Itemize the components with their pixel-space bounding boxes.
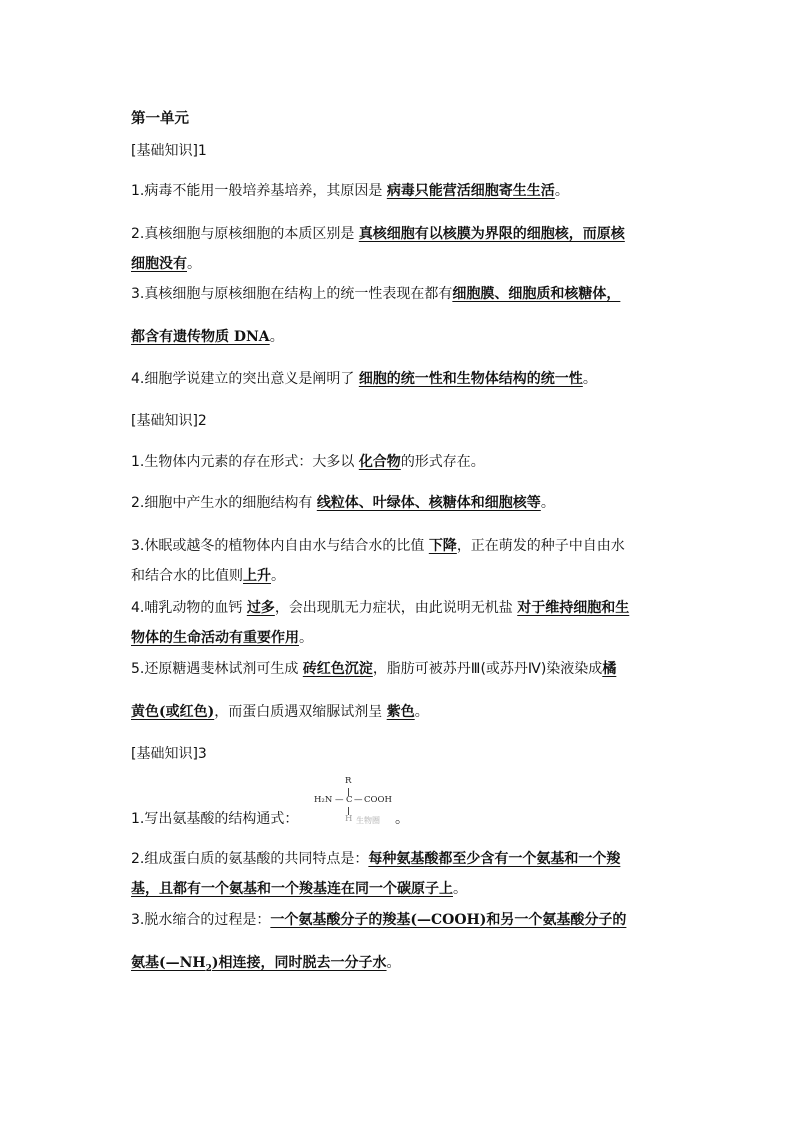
s2-question-3-line1 — [131, 537, 625, 555]
s1-question-1 — [131, 182, 569, 200]
s1-question-3-line1 — [131, 285, 620, 303]
answer-text: 橘 — [602, 661, 617, 677]
answer-text: 病毒只能营活细胞寄生生活 — [386, 183, 555, 199]
subscript: 2 — [205, 963, 212, 974]
question-text: 2.组成蛋白质的氨基酸的共同特点是： — [131, 851, 369, 867]
question-text: 。 — [299, 630, 313, 646]
formula-h2n: H₂N — [314, 795, 333, 805]
question-text: 和结合水的比值则 — [131, 568, 243, 584]
amino-acid-formula — [310, 776, 400, 832]
question-text: ，正在萌发的种子中自由水 — [456, 538, 625, 554]
question-text: ，而蛋白质遇双缩脲试剂呈 — [214, 704, 387, 720]
formula-h: H — [345, 814, 353, 824]
unit-title: 第一单元 — [131, 111, 189, 127]
section-header-2: [基础知识]2 — [131, 413, 207, 429]
answer-text-part: 氨基(—NH — [131, 955, 206, 971]
question-text: 1.写出氨基酸的结构通式： — [131, 811, 299, 827]
question-text: 5.还原糖遇斐林试剂可生成 — [131, 661, 303, 677]
s2-question-3-line2 — [131, 567, 285, 585]
question-text: 2.真核细胞与原核细胞的本质区别是 — [131, 226, 359, 242]
answer-text: 细胞膜、细胞质和核糖体， — [452, 286, 621, 302]
answer-text: 一个氨基酸分子的羧基(—COOH)和另一个氨基酸分子的 — [270, 912, 627, 928]
question-text: 3.休眠或越冬的植物体内自由水与结合水的比值 — [131, 538, 429, 554]
answer-text — [131, 955, 387, 974]
s1-question-3-line2 — [131, 328, 284, 346]
s2-question-4-line1 — [131, 599, 629, 617]
question-text: 。 — [271, 568, 285, 584]
answer-text-part: )相连接，同时脱去一分子水 — [211, 955, 387, 971]
formula-watermark: 生物圈 — [356, 816, 380, 825]
question-text: 4.哺乳动物的血钙 — [131, 600, 247, 616]
question-text: 2.细胞中产生水的细胞结构有 — [131, 495, 317, 511]
formula-c: C — [346, 795, 353, 805]
answer-text: 上升 — [243, 568, 271, 584]
question-text: 。 — [414, 704, 429, 720]
question-text: 。 — [269, 329, 284, 345]
question-text: 3.真核细胞与原核细胞在结构上的统一性表现在都有 — [131, 286, 453, 302]
s3-question-3-line1 — [131, 911, 626, 929]
s3-question-2-line1 — [131, 850, 620, 868]
question-text: ，脂肪可被苏丹Ⅲ(或苏丹Ⅳ)染液染成 — [372, 661, 603, 677]
answer-text: 物体的生命活动有重要作用 — [131, 630, 299, 646]
question-text: 1.生物体内元素的存在形式：大多以 — [131, 454, 359, 470]
s3-question-2-line2 — [131, 880, 467, 898]
question-text: 。 — [554, 183, 569, 199]
question-text: 4.细胞学说建立的突出意义是阐明了 — [131, 371, 359, 387]
formula-dash-right: — — [354, 795, 363, 805]
formula-r: R — [345, 776, 352, 786]
answer-text: 化合物 — [358, 454, 401, 470]
question-text: 3.脱水缩合的过程是： — [131, 912, 271, 928]
s2-question-5-line1 — [131, 660, 616, 678]
answer-text: 都含有遗传物质 DNA — [131, 329, 270, 345]
question-text: 。 — [187, 256, 201, 272]
s1-question-2-line1 — [131, 225, 625, 243]
s3-question-1-end: 。 — [395, 811, 409, 827]
answer-text: 黄色(或红色) — [131, 704, 215, 720]
s1-question-4 — [131, 370, 597, 388]
s2-question-4-line2 — [131, 629, 313, 647]
section-header-3: [基础知识]3 — [131, 746, 207, 762]
answer-text: 真核细胞有以核膜为界限的细胞核，而原核 — [358, 226, 625, 242]
formula-cooh: COOH — [364, 795, 392, 805]
answer-text: 每种氨基酸都至少含有一个氨基和一个羧 — [368, 851, 621, 867]
answer-text: 对于维持细胞和生 — [517, 600, 630, 616]
s2-question-1 — [131, 453, 485, 471]
answer-text: 紫色 — [386, 704, 415, 720]
answer-text: 细胞没有 — [131, 256, 187, 272]
answer-text: 过多 — [246, 600, 275, 616]
s2-question-2 — [131, 494, 555, 512]
answer-text: 下降 — [428, 538, 457, 554]
question-text: 1.病毒不能用一般培养基培养，其原因是 — [131, 183, 387, 199]
s3-question-1 — [131, 810, 298, 828]
s3-question-3-line2 — [131, 954, 401, 978]
answer-text: 线粒体、叶绿体、核糖体和细胞核等 — [316, 495, 541, 511]
s2-question-5-line2 — [131, 703, 429, 721]
section-header-1: [基础知识]1 — [131, 143, 207, 159]
formula-dash-left: — — [335, 795, 344, 805]
question-text: 。 — [453, 881, 467, 897]
question-text: 的形式存在。 — [400, 454, 485, 470]
answer-text: 砖红色沉淀 — [302, 661, 373, 677]
question-text: 。 — [582, 371, 597, 387]
answer-text: 基，且都有一个氨基和一个羧基连在同一个碳原子上 — [131, 881, 453, 897]
s1-question-2-line2 — [131, 255, 201, 273]
question-text: 。 — [386, 955, 401, 971]
question-text: 。 — [540, 495, 555, 511]
question-text: ，会出现肌无力症状，由此说明无机盐 — [274, 600, 518, 616]
answer-text: 细胞的统一性和生物体结构的统一性 — [358, 371, 583, 387]
